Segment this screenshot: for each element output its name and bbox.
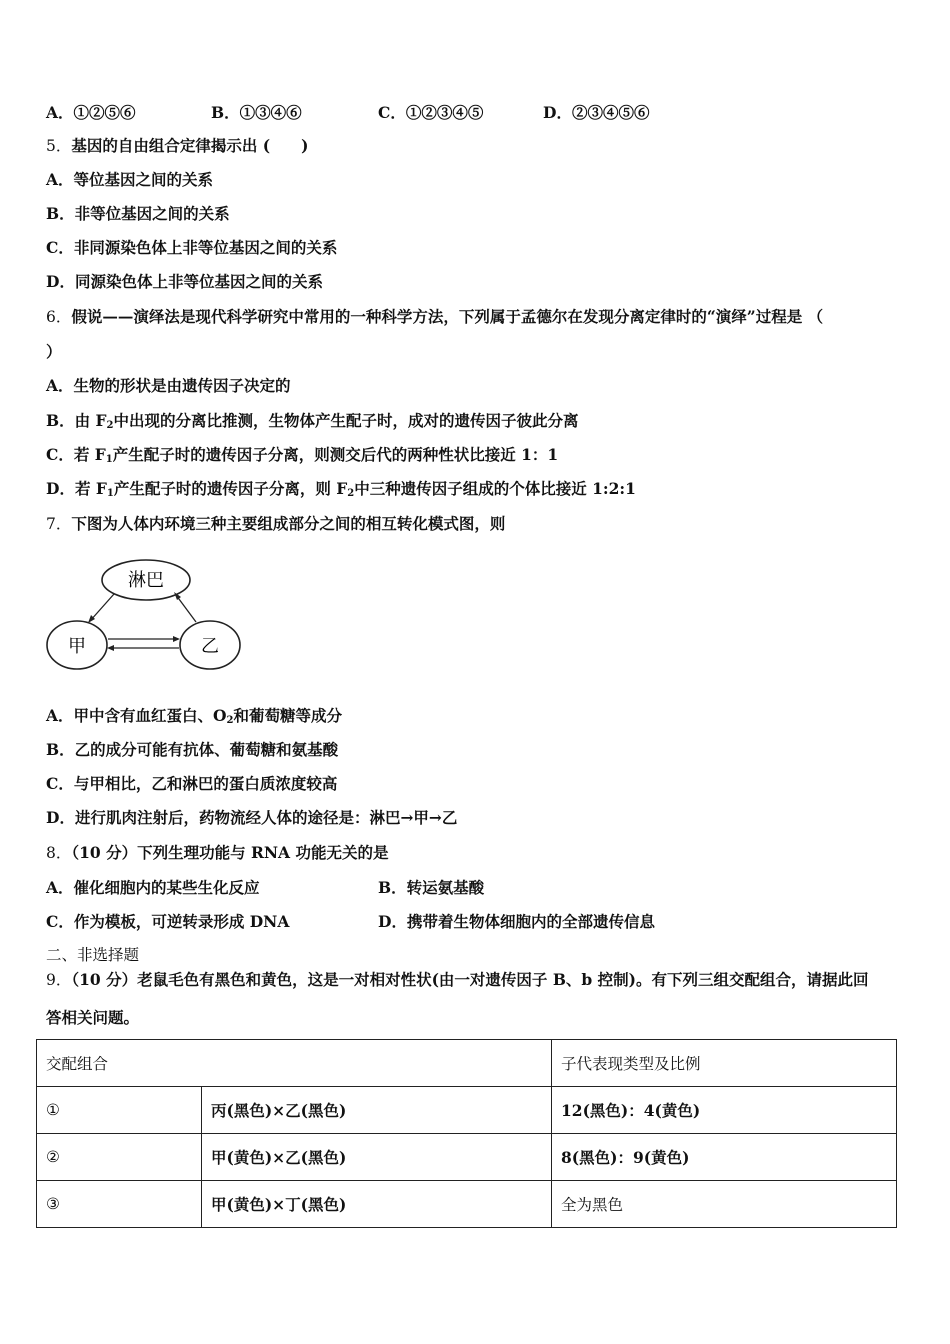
q6-option-d: D．若 $F_1$产生配子时的遗传因子分离，则 $F_2$中三种遗传因子组成的个体比接近 1:2:1 bbox=[46, 479, 636, 499]
table-row bbox=[37, 1181, 897, 1228]
lymph-label: 淋巴 bbox=[128, 570, 164, 591]
q4-option-b: B．①③④⑥ bbox=[211, 103, 302, 122]
jia-label: 甲 bbox=[68, 636, 86, 657]
q9-stem: 9．（10 分）老鼠毛色有黑色和黄色，这是一对相对性状(由一对遗传因子 B、b 控制)。有下列三组交配组合，请据此回 bbox=[46, 970, 869, 989]
mating-table bbox=[36, 1039, 897, 1228]
q7-stem: 7．下图为人体内环境三种主要组成部分之间的相互转化模式图，则 bbox=[46, 514, 506, 533]
q5-option-b: B．非等位基因之间的关系 bbox=[46, 204, 230, 223]
arrowhead-jia-to-yi bbox=[173, 636, 180, 642]
q6-option-b: B．由 $F_2$中出现的分离比推测，生物体产生配子时，成对的遗传因子彼此分离 bbox=[46, 411, 579, 431]
q4-option-a: A．①②⑤⑥ bbox=[46, 103, 136, 122]
q6-stem: 6．假说——演绎法是现代科学研究中常用的一种科学方法，下列属于孟德尔在发现分离定律时的“演绎”过程是 （ bbox=[46, 307, 824, 326]
row-offspring: 8(黑色)：9(黄色) bbox=[552, 1134, 897, 1181]
table-header-row bbox=[37, 1040, 897, 1087]
q8-option-b: B．转运氨基酸 bbox=[378, 878, 485, 897]
q8-option-a: A．催化细胞内的某些生化反应 bbox=[46, 878, 260, 897]
q8-option-d: D．携带着生物体细胞内的全部遗传信息 bbox=[378, 912, 655, 931]
q9-stem-cont: 答相关问题。 bbox=[46, 1008, 140, 1027]
row-cross: 丙(黑色)×乙(黑色) bbox=[202, 1087, 552, 1134]
q4-option-d: D．②③④⑤⑥ bbox=[543, 103, 650, 122]
row-index: ① bbox=[37, 1087, 202, 1134]
q7-option-b: B．乙的成分可能有抗体、葡萄糖和氨基酸 bbox=[46, 740, 339, 759]
table-row bbox=[37, 1134, 897, 1181]
yi-label: 乙 bbox=[201, 636, 219, 657]
table-row bbox=[37, 1087, 897, 1134]
q7-option-d: D．进行肌肉注射后，药物流经人体的途径是：淋巴→甲→乙 bbox=[46, 808, 458, 827]
q5-option-d: D．同源染色体上非等位基因之间的关系 bbox=[46, 272, 323, 291]
row-cross: 甲(黄色)×乙(黑色) bbox=[202, 1134, 552, 1181]
row-index: ② bbox=[37, 1134, 202, 1181]
q5-option-a: A．等位基因之间的关系 bbox=[46, 170, 214, 189]
row-offspring: 全为黑色 bbox=[552, 1181, 897, 1228]
header-cross: 交配组合 bbox=[37, 1040, 552, 1087]
q8-stem: 8．（10 分）下列生理功能与 RNA 功能无关的是 bbox=[46, 843, 389, 862]
header-offspring: 子代表现类型及比例 bbox=[552, 1040, 897, 1087]
q5-stem: 5．基因的自由组合定律揭示出 ( ) bbox=[46, 136, 309, 155]
q4-option-c: C．①②③④⑤ bbox=[378, 103, 484, 122]
q6-option-c: C．若 $F_1$产生配子时的遗传因子分离，则测交后代的两种性状比接近 1：1 bbox=[46, 445, 559, 465]
row-offspring: 12(黑色)：4(黄色) bbox=[552, 1087, 897, 1134]
q6-option-a: A．生物的形状是由遗传因子决定的 bbox=[46, 376, 291, 395]
row-cross: 甲(黄色)×丁(黑色) bbox=[202, 1181, 552, 1228]
arrow-yi-to-lymph bbox=[176, 595, 196, 622]
q5-option-c: C．非同源染色体上非等位基因之间的关系 bbox=[46, 238, 338, 257]
arrow-lymph-to-jia bbox=[90, 594, 114, 621]
body-fluid-diagram bbox=[44, 555, 249, 680]
q7-option-c: C．与甲相比，乙和淋巴的蛋白质浓度较高 bbox=[46, 774, 338, 793]
section-heading: 二、非选择题 bbox=[46, 946, 140, 964]
q8-option-c: C．作为模板，可逆转录形成 DNA bbox=[46, 912, 290, 931]
row-index: ③ bbox=[37, 1181, 202, 1228]
q6-stem-cont: ） bbox=[46, 342, 62, 361]
arrowhead-yi-to-jia bbox=[107, 645, 114, 651]
q7-option-a: A．甲中含有血红蛋白、$O_2$和葡萄糖等成分 bbox=[46, 706, 343, 726]
